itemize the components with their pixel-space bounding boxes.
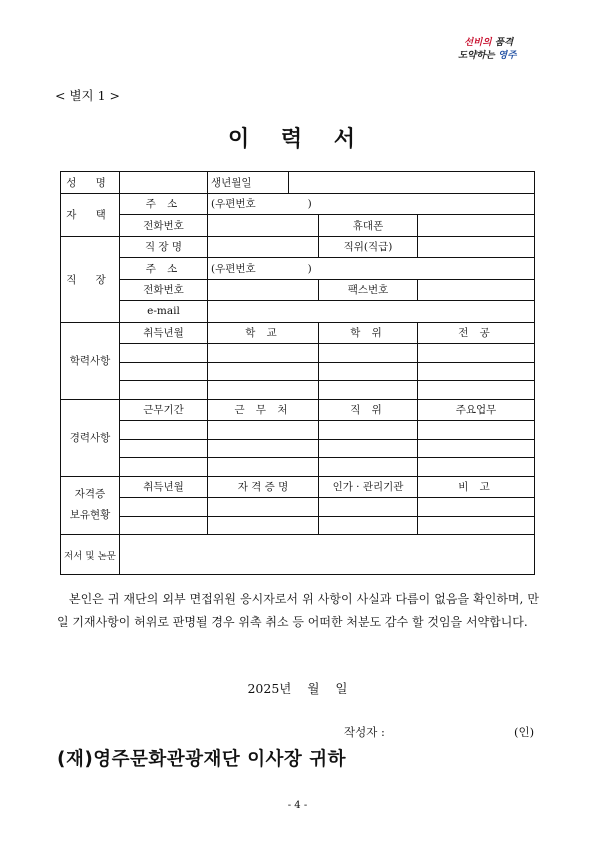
postal-close: ) [307, 198, 312, 211]
name-row [61, 172, 535, 194]
home-label: 자 택 [61, 193, 120, 236]
certificates-header-row [61, 476, 535, 498]
edu-cell[interactable] [319, 344, 418, 363]
edu-cell[interactable] [120, 362, 208, 381]
career-header-position: 직 위 [319, 399, 418, 421]
education-row [61, 344, 535, 363]
edu-header-school: 학 교 [208, 322, 319, 344]
career-cell[interactable] [319, 458, 418, 477]
certificates-label-line1: 자격증 [74, 488, 106, 501]
birth-field[interactable] [289, 172, 535, 194]
career-header-duties: 주요업무 [418, 399, 535, 421]
cert-cell[interactable] [120, 516, 208, 535]
position-grade-field[interactable] [418, 236, 535, 258]
logo-text-2a: 도약하는 [458, 50, 495, 61]
cert-header-remarks: 비 고 [418, 476, 535, 498]
cert-cell[interactable] [418, 516, 535, 535]
career-cell[interactable] [120, 421, 208, 440]
education-label: 학력사항 [61, 322, 120, 399]
edu-header-major: 전 공 [418, 322, 535, 344]
edu-cell[interactable] [418, 344, 535, 363]
home-phone-label: 전화번호 [120, 215, 208, 237]
email-field[interactable] [208, 301, 535, 323]
career-row [61, 439, 535, 458]
career-header-period: 근무기간 [120, 399, 208, 421]
company-field[interactable] [208, 236, 319, 258]
publications-row [61, 535, 535, 575]
career-cell[interactable] [418, 458, 535, 477]
cert-cell[interactable] [208, 516, 319, 535]
career-cell[interactable] [120, 439, 208, 458]
edu-cell[interactable] [120, 344, 208, 363]
page-title: 이 력 서 [227, 127, 368, 152]
writer-label: 작성자 : [344, 725, 385, 739]
publications-field[interactable] [120, 535, 535, 575]
birth-label: 생년월일 [208, 172, 289, 194]
edu-cell[interactable] [418, 362, 535, 381]
edu-cell[interactable] [319, 362, 418, 381]
recipient: (재)영주문화관광재단 이사장 귀하 [57, 749, 346, 770]
home-phone-row [61, 215, 535, 237]
cert-header-name: 자 격 증 명 [208, 476, 319, 498]
career-cell[interactable] [319, 421, 418, 440]
career-cell[interactable] [208, 439, 319, 458]
edu-header-degree: 학 위 [319, 322, 418, 344]
work-address-label: 주 소 [120, 258, 208, 280]
work-phone-field[interactable] [208, 279, 319, 301]
workplace-label: 직 장 [61, 236, 120, 322]
seal-label: (인) [514, 725, 535, 739]
cert-cell[interactable] [208, 498, 319, 517]
work-phone-label: 전화번호 [120, 279, 208, 301]
page-number: - 4 - [287, 800, 308, 811]
career-header-row [61, 399, 535, 421]
logo-text-2b: 영주 [498, 50, 517, 61]
signing-date [0, 679, 595, 697]
mobile-field[interactable] [418, 215, 535, 237]
fax-field[interactable] [418, 279, 535, 301]
resume-form [60, 171, 535, 575]
cert-cell[interactable] [319, 516, 418, 535]
company-label: 직 장 명 [120, 236, 208, 258]
home-address-label: 주 소 [120, 193, 208, 215]
edu-cell[interactable] [208, 381, 319, 400]
pledge-statement: 본인은 귀 재단의 외부 면접위원 응시자로서 위 사항이 사실과 다름이 없음을 확인하며, 만일 기재사항이 허위로 판명될 경우 위촉 취소 등 어떠한 처분도 감수 할 것임을 서약합니다. [57, 592, 539, 629]
home-phone-field[interactable] [208, 215, 319, 237]
certificates-label [61, 476, 120, 535]
edu-cell[interactable] [418, 381, 535, 400]
email-row [61, 301, 535, 323]
home-address-row [61, 193, 535, 215]
cert-cell[interactable] [120, 498, 208, 517]
career-cell[interactable] [319, 439, 418, 458]
date-day: 일 [335, 681, 348, 696]
position-grade-label: 직위(직급) [319, 236, 418, 258]
edu-cell[interactable] [208, 362, 319, 381]
education-row [61, 362, 535, 381]
edu-cell[interactable] [120, 381, 208, 400]
career-cell[interactable] [418, 439, 535, 458]
annex-label: < 별지 1 > [55, 88, 120, 103]
certificate-row [61, 516, 535, 535]
career-cell[interactable] [120, 458, 208, 477]
work-phone-row [61, 279, 535, 301]
cert-header-agency: 인가 · 관리기관 [319, 476, 418, 498]
postal-label: (우편번호 [211, 198, 256, 211]
logo-text-1b: 품격 [494, 37, 514, 48]
career-cell[interactable] [208, 458, 319, 477]
certificate-row [61, 498, 535, 517]
work-address-row [61, 258, 535, 280]
name-label: 성 명 [61, 172, 120, 194]
date-year: 2025년 [247, 681, 292, 696]
career-cell[interactable] [418, 421, 535, 440]
certificates-label-line2: 보유현황 [69, 509, 111, 522]
cert-cell[interactable] [319, 498, 418, 517]
logo-text-1a: 선비의 [464, 37, 492, 48]
work-address-field[interactable] [208, 258, 535, 280]
career-row [61, 421, 535, 440]
publications-label: 저서 및 논문 [61, 535, 120, 575]
work-postal-label: (우편번호 [211, 262, 256, 275]
home-address-field[interactable] [208, 193, 535, 215]
work-postal-close: ) [307, 262, 312, 275]
career-cell[interactable] [208, 421, 319, 440]
edu-cell[interactable] [319, 381, 418, 400]
date-month: 월 [307, 681, 320, 696]
cert-header-date: 취득년월 [120, 476, 208, 498]
education-row [61, 381, 535, 400]
edu-header-date: 취득년월 [120, 322, 208, 344]
email-label: e-mail [120, 301, 208, 323]
cert-cell[interactable] [418, 498, 535, 517]
career-header-employer: 근 무 처 [208, 399, 319, 421]
company-row [61, 236, 535, 258]
mobile-label: 휴대폰 [319, 215, 418, 237]
fax-label: 팩스번호 [319, 279, 418, 301]
edu-cell[interactable] [208, 344, 319, 363]
education-header-row [61, 322, 535, 344]
career-row [61, 458, 535, 477]
name-field[interactable] [120, 172, 208, 194]
career-label: 경력사항 [61, 399, 120, 476]
brand-logo [458, 36, 558, 62]
